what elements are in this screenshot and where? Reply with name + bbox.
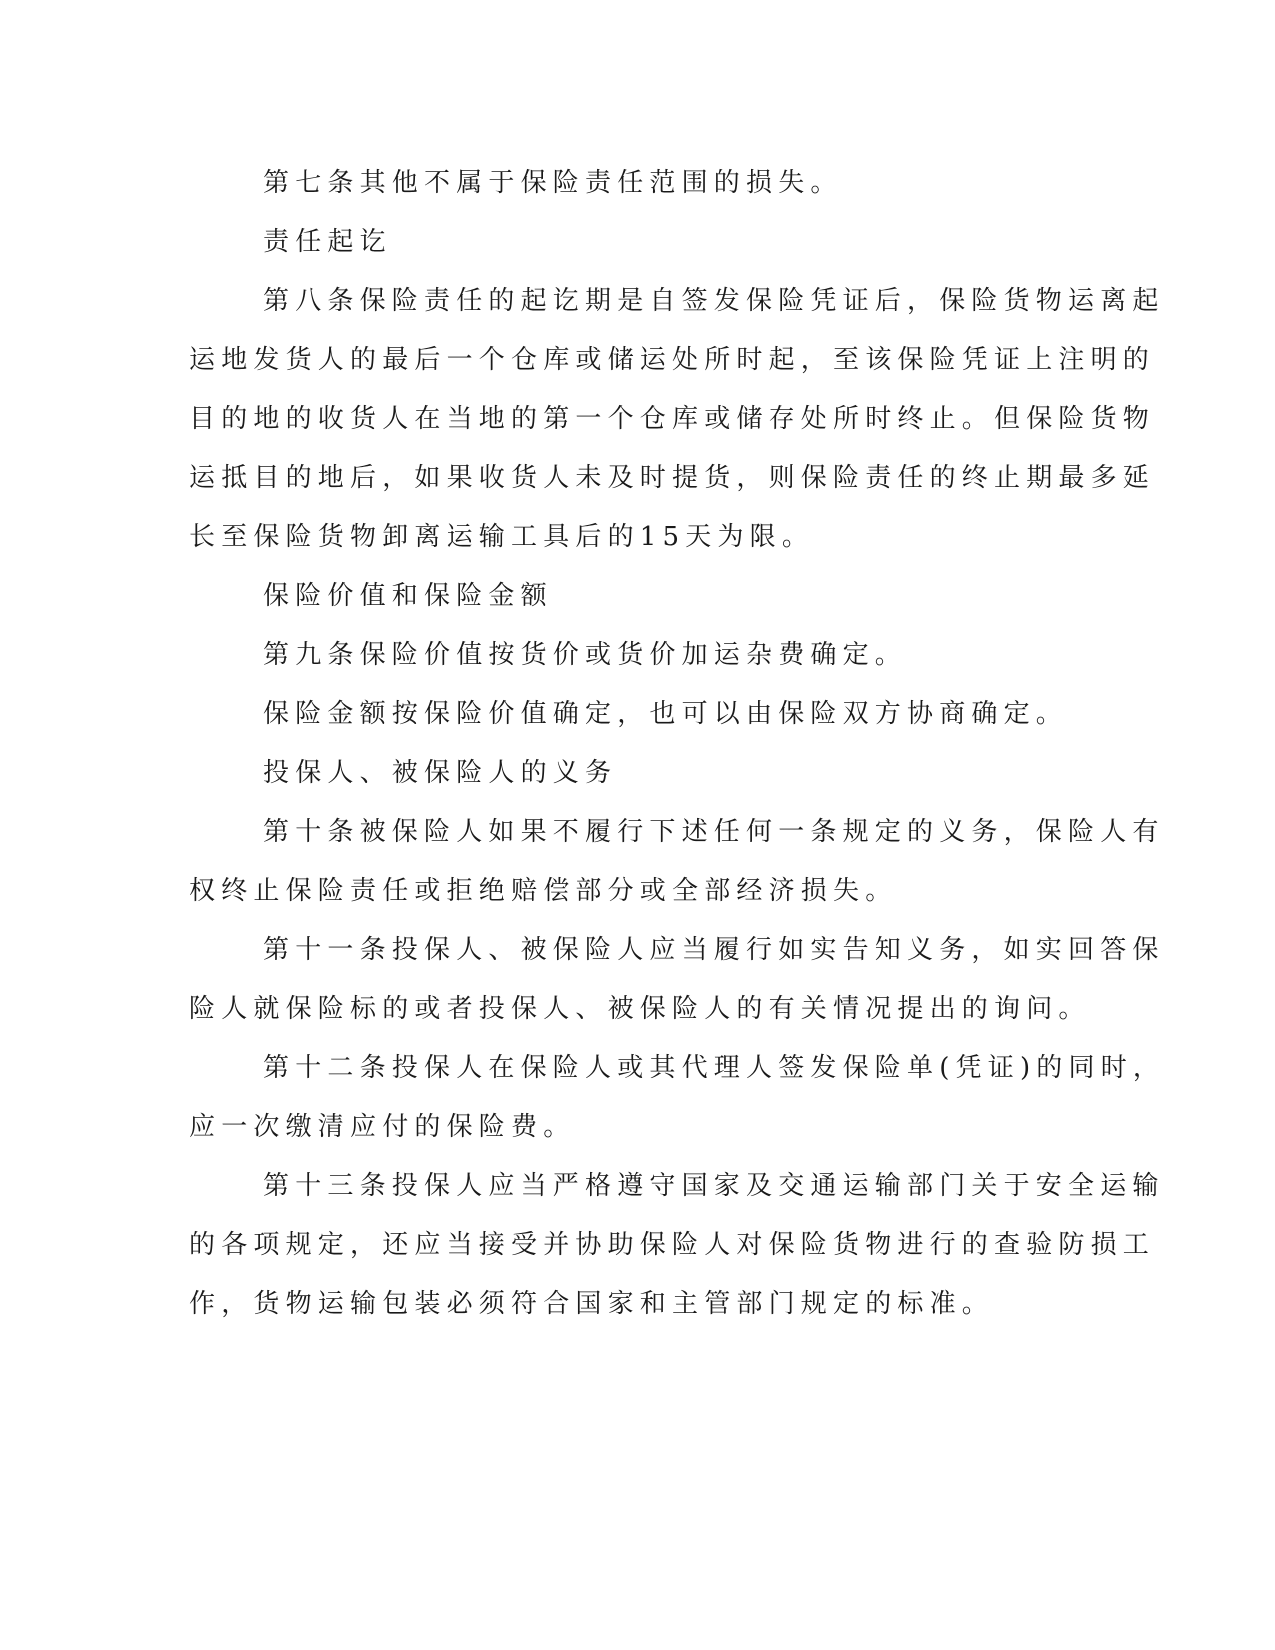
text-line: 第十三条投保人应当严格遵守国家及交通运输部门关于安全运输: [263, 1171, 1165, 1201]
text-line: 目的地的收货人在当地的第一个仓库或储存处所时终止。但保险货物: [189, 404, 1156, 434]
section-heading: 投保人、被保险人的义务: [263, 758, 618, 788]
text-line: 第七条其他不属于保险责任范围的损失。: [263, 168, 843, 198]
text-line: 第十一条投保人、被保险人应当履行如实告知义务，如实回答保: [263, 935, 1165, 965]
section-heading: 保险价值和保险金额: [263, 581, 553, 611]
text-line: 第十二条投保人在保险人或其代理人签发保险单(凭证)的同时，: [263, 1053, 1166, 1083]
text-line: 运抵目的地后，如果收货人未及时提货，则保险责任的终止期最多延: [189, 463, 1156, 493]
text-line: 运地发货人的最后一个仓库或储运处所时起，至该保险凭证上注明的: [189, 345, 1156, 375]
text-line: 作，货物运输包装必须符合国家和主管部门规定的标准。: [189, 1289, 995, 1319]
text-line: 应一次缴清应付的保险费。: [189, 1112, 576, 1142]
text-line: 长至保险货物卸离运输工具后的15天为限。: [189, 522, 815, 552]
text-line: 第八条保险责任的起讫期是自签发保险凭证后，保险货物运离起: [263, 286, 1165, 316]
text-line: 保险金额按保险价值确定，也可以由保险双方协商确定。: [263, 699, 1069, 729]
section-heading: 责任起讫: [263, 227, 392, 257]
text-line: 的各项规定，还应当接受并协助保险人对保险货物进行的查验防损工: [189, 1230, 1156, 1260]
text-line: 险人就保险标的或者投保人、被保险人的有关情况提出的询问。: [189, 994, 1091, 1024]
text-line: 第九条保险价值按货价或货价加运杂费确定。: [263, 640, 908, 670]
text-line: 第十条被保险人如果不履行下述任何一条规定的义务，保险人有: [263, 817, 1165, 847]
text-line: 权终止保险责任或拒绝赔偿部分或全部经济损失。: [189, 876, 898, 906]
